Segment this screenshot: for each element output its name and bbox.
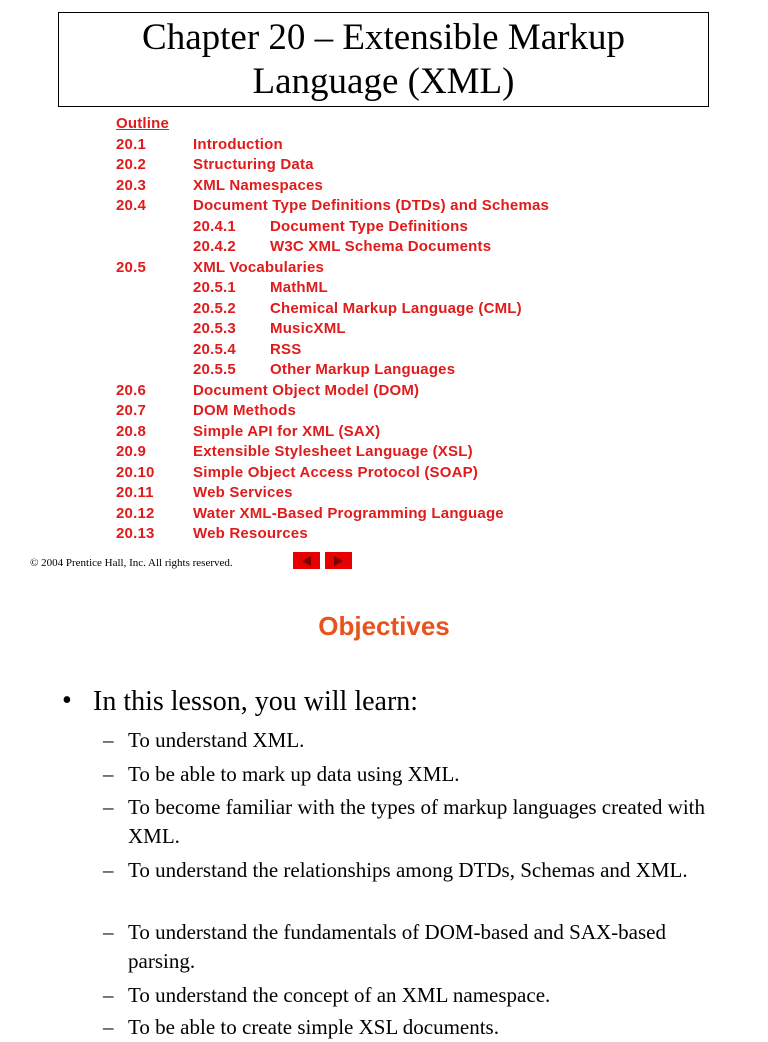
- section-title: Structuring Data: [193, 156, 314, 173]
- section-title: Web Services: [193, 484, 293, 501]
- section-number: 20.3: [116, 176, 146, 194]
- left-triangle-icon: [302, 556, 311, 566]
- section-number: 20.7: [116, 402, 146, 419]
- section-number: 20.5.1: [193, 279, 236, 296]
- outline-subitem[interactable]: [116, 299, 736, 320]
- section-title: W3C XML Schema Documents: [270, 238, 492, 255]
- objective-item: [103, 856, 723, 885]
- section-number: 20.4.1: [193, 217, 236, 235]
- dash: –: [103, 983, 114, 1007]
- outline-item[interactable]: [116, 463, 736, 484]
- objective-item: [103, 918, 723, 976]
- section-title: MathML: [270, 279, 328, 296]
- outline-item[interactable]: [116, 504, 736, 525]
- outline-item[interactable]: [116, 381, 736, 402]
- section-number: 20.9: [116, 443, 146, 460]
- outline-item[interactable]: [116, 196, 736, 217]
- dash: –: [103, 858, 114, 882]
- section-title: Simple API for XML (SAX): [193, 422, 381, 440]
- outline: [116, 114, 736, 545]
- objectives-heading: Objectives: [318, 611, 450, 641]
- outline-item[interactable]: [116, 176, 736, 197]
- section-number: 20.6: [116, 381, 146, 399]
- section-number: 20.12: [116, 504, 155, 522]
- title-line-1: Chapter 20 – Extensible Markup: [142, 16, 625, 58]
- title-line-2: Language (XML): [252, 60, 515, 102]
- chapter-title: [58, 12, 709, 107]
- outline-item[interactable]: [116, 524, 736, 545]
- outline-subitem[interactable]: [116, 217, 736, 238]
- section-title: Document Object Model (DOM): [193, 381, 420, 399]
- objective-text: To become familiar with the types of markup languages created with XML.: [128, 795, 705, 848]
- section-title: Web Resources: [193, 525, 308, 542]
- section-number: 20.1: [116, 135, 146, 153]
- copyright-notice: © 2004 Prentice Hall, Inc. All rights reserved.: [30, 557, 233, 569]
- section-number: 20.5.3: [193, 320, 236, 337]
- section-title: Other Markup Languages: [270, 361, 456, 378]
- outline-item[interactable]: [116, 155, 736, 176]
- outline-subitem[interactable]: [116, 278, 736, 299]
- section-title: Document Type Definitions (DTDs) and Schemas: [193, 197, 550, 214]
- outline-subitem[interactable]: [116, 237, 736, 258]
- outline-item[interactable]: [116, 401, 736, 422]
- objective-text: To understand the relationships among DTDs, Schemas and XML.: [128, 858, 688, 882]
- outline-item[interactable]: [116, 135, 736, 156]
- objective-text: To understand XML.: [128, 728, 305, 752]
- section-number: 20.2: [116, 156, 146, 173]
- dash: –: [103, 728, 114, 752]
- section-title: Chemical Markup Language (CML): [270, 299, 522, 317]
- section-title: MusicXML: [270, 320, 346, 337]
- section-title: Simple Object Access Protocol (SOAP): [193, 463, 479, 481]
- section-number: 20.5: [116, 258, 146, 276]
- dash: –: [103, 795, 114, 819]
- section-number: 20.11: [116, 484, 154, 501]
- section-number: 20.4.2: [193, 238, 236, 255]
- outline-item[interactable]: [116, 442, 736, 463]
- outline-item[interactable]: [116, 258, 736, 279]
- objective-item: [103, 760, 723, 789]
- bullet: •: [62, 685, 72, 716]
- lesson-lead-text: In this lesson, you will learn:: [93, 686, 419, 717]
- outline-subitem[interactable]: [116, 360, 736, 381]
- outline-item[interactable]: [116, 483, 736, 504]
- section-number: 20.8: [116, 422, 146, 440]
- previous-slide-button[interactable]: [293, 552, 320, 569]
- section-title: RSS: [270, 340, 302, 358]
- objective-item: [103, 726, 723, 755]
- outline-heading-link[interactable]: Outline: [116, 115, 170, 132]
- objective-item: [103, 793, 723, 851]
- dash: –: [103, 920, 114, 944]
- section-title: Water XML-Based Programming Language: [193, 504, 504, 522]
- right-triangle-icon: [334, 556, 343, 566]
- section-number: 20.4: [116, 197, 146, 214]
- section-title: DOM Methods: [193, 402, 297, 419]
- objective-item: [103, 981, 723, 1010]
- dash: –: [103, 1015, 114, 1039]
- objective-text: To understand the concept of an XML namespace.: [128, 983, 551, 1007]
- section-title: Introduction: [193, 135, 283, 153]
- objective-item: [103, 1013, 723, 1042]
- outline-subitem[interactable]: [116, 319, 736, 340]
- section-number: 20.10: [116, 463, 155, 481]
- outline-subitem[interactable]: [116, 340, 736, 361]
- section-number: 20.5.5: [193, 361, 236, 378]
- section-number: 20.13: [116, 525, 155, 542]
- objective-text: To be able to mark up data using XML.: [128, 762, 460, 786]
- outline-item[interactable]: [116, 422, 736, 443]
- section-title: Document Type Definitions: [270, 217, 469, 235]
- next-slide-button[interactable]: [325, 552, 352, 569]
- section-title: XML Vocabularies: [193, 258, 325, 276]
- section-number: 20.5.4: [193, 340, 236, 358]
- objective-text: To be able to create simple XSL documents.: [128, 1015, 499, 1039]
- section-number: 20.5.2: [193, 299, 236, 317]
- dash: –: [103, 762, 114, 786]
- objective-text: To understand the fundamentals of DOM-based and SAX-based parsing.: [128, 920, 666, 973]
- section-title: XML Namespaces: [193, 176, 324, 194]
- section-title: Extensible Stylesheet Language (XSL): [193, 443, 473, 460]
